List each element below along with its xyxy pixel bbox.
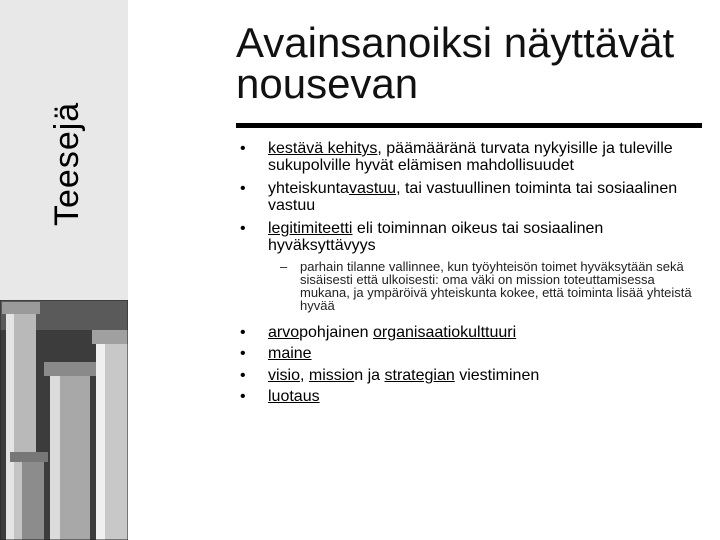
bullet-marker: • <box>240 220 246 237</box>
bullet-link[interactable]: missio <box>308 367 355 384</box>
sub-bullet-text: parhain tilanne vallinnee, kun työyhteisön toimet hyväksytään sekä sisäisesti että ulkoisesti: oma väki on mission toteuttamisessa mukana, ja ympäröivä yhteiskunta kokee, että toiminta lisää yhteistä hyvää <box>300 259 692 313</box>
bullet-link[interactable]: luotaus <box>268 388 320 405</box>
bullet-link[interactable]: vastuu <box>348 180 397 197</box>
columns-image <box>0 300 128 540</box>
bullet-marker: • <box>240 180 246 197</box>
bullet-marker: • <box>240 367 246 384</box>
bullet-marker: • <box>240 388 246 405</box>
bullet-link[interactable]: maine <box>268 345 312 362</box>
bullet-marker: • <box>240 140 246 157</box>
title-rule <box>236 123 702 128</box>
bullet-link[interactable]: visio <box>268 367 301 384</box>
sidebar-panel <box>0 0 128 540</box>
bullet-marker: • <box>240 345 246 362</box>
bullet-link[interactable]: arvo <box>268 324 300 341</box>
bullet-link[interactable]: strategian <box>384 367 455 384</box>
sidebar-title: Teesejä <box>48 101 86 226</box>
sub-bullet-marker: – <box>280 259 288 274</box>
bullet-marker: • <box>240 324 246 341</box>
slide-title: Avainsanoiksi näyttävät nousevan <box>236 19 675 107</box>
bullet-link[interactable]: kestävä kehitys <box>268 140 378 157</box>
bullet-link[interactable]: organisaatiokulttuuri <box>372 324 517 341</box>
bullet-link[interactable]: legitimiteetti <box>268 220 353 237</box>
